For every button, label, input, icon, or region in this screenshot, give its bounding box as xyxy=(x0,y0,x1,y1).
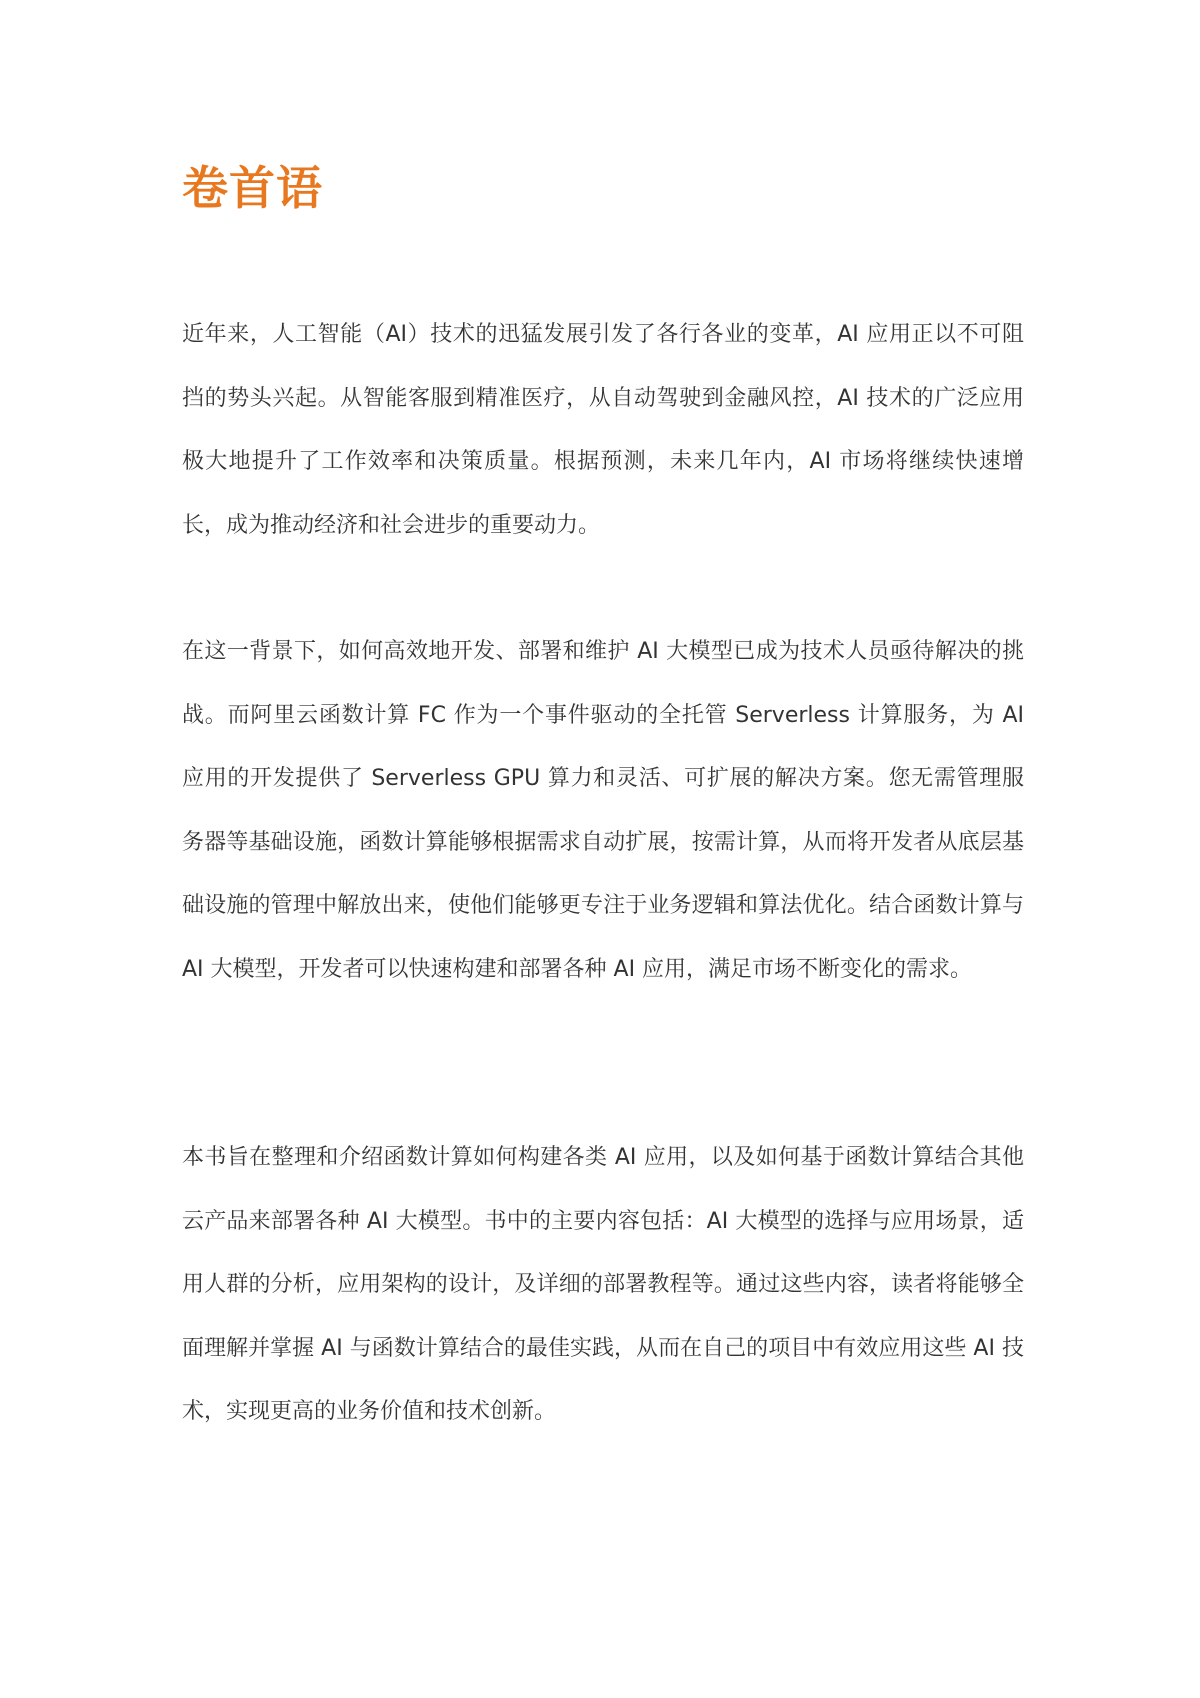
paragraph-book-purpose: 本书旨在整理和介绍函数计算如何构建各类 AI 应用，以及如何基于函数计算结合其他云产品来部署各种 AI 大模型。书中的主要内容包括：AI 大模型的选择与应用场景，适用人群的分析，应用架构的设计，及详细的部署教程等。通过这些内容，读者将能够全面理解并掌握 AI 与函数计算结合的最佳实践，从而在自己的项目中有效应用这些 AI 技术，实现更高的业务价值和技术创新。 xyxy=(182,1145,1024,1424)
paragraph-background: 在这一背景下，如何高效地开发、部署和维护 AI 大模型已成为技术人员亟待解决的挑战。而阿里云函数计算 FC 作为一个事件驱动的全托管 Serverless 计算服务，为 AI 应用的开发提供了 Serverless GPU 算力和灵活、可扩展的解决方案。您无需管理服务器等基础设施，函数计算能够根据需求自动扩展，按需计算，从而将开发者从底层基础设施的管理中解放出来，使他们能够更专注于业务逻辑和算法优化。结合函数计算与 AI 大模型，开发者可以快速构建和部署各种 AI 应用，满足市场不断变化的需求。 xyxy=(182,639,1024,982)
page-title: 卷首语 xyxy=(182,161,323,215)
paragraph-intro: 近年来，人工智能（AI）技术的迅猛发展引发了各行各业的变革，AI 应用正以不可阻挡的势头兴起。从智能客服到精准医疗，从自动驾驶到金融风控，AI 技术的广泛应用极大地提升了工作效率和决策质量。根据预测，未来几年内，AI 市场将继续快速增长，成为推动经济和社会进步的重要动力。 xyxy=(182,322,1024,538)
